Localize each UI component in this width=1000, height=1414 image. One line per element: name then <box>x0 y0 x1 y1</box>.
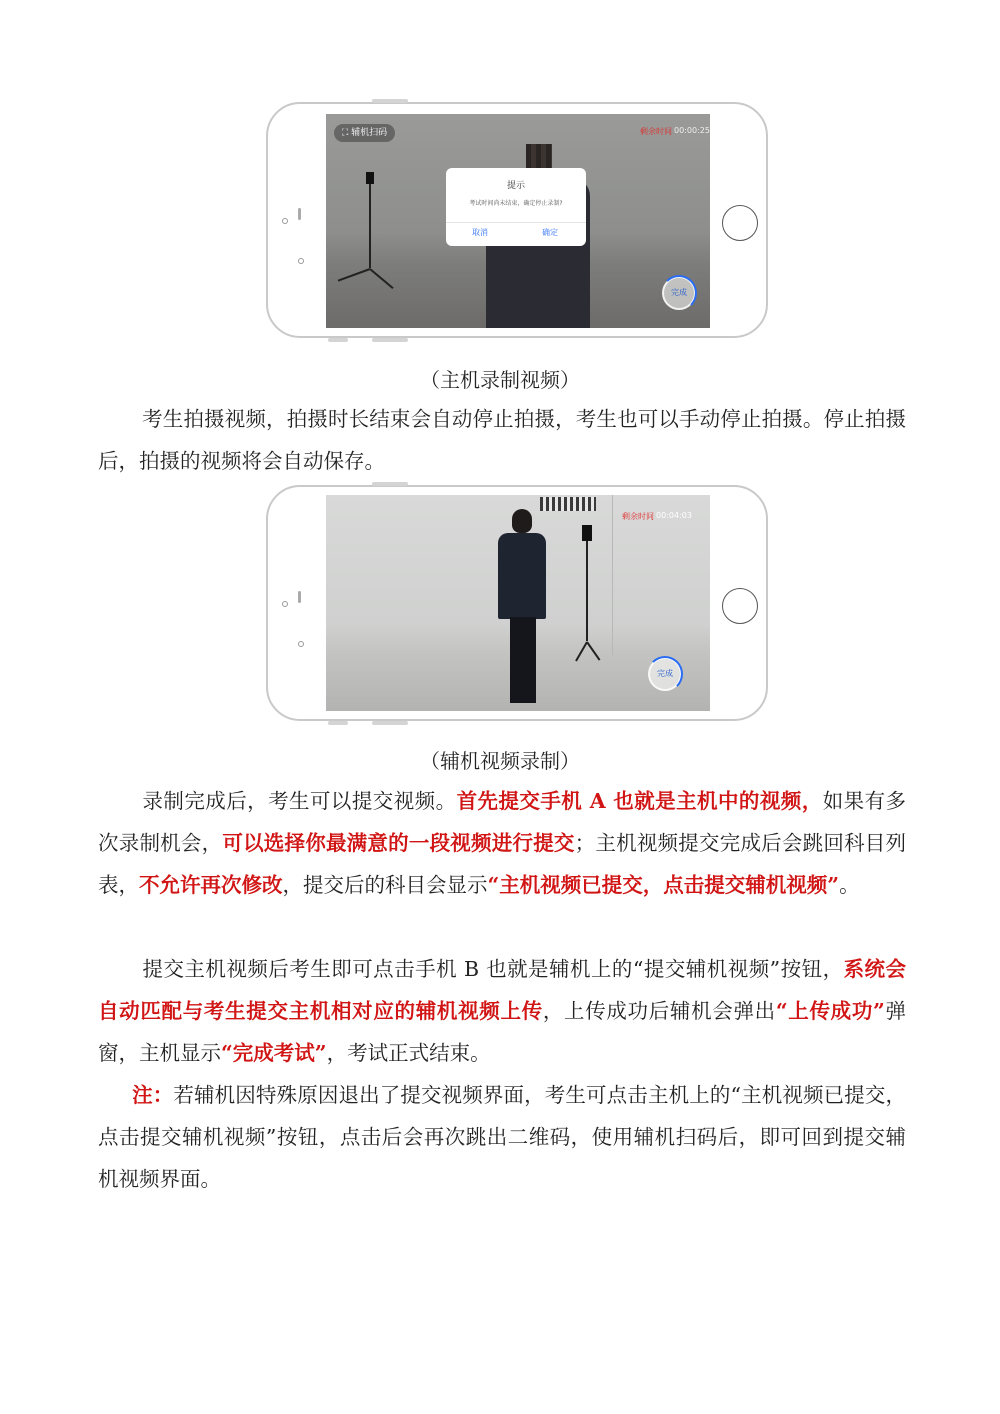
tripod-leg <box>575 642 588 662</box>
scan-button-label: 辅机扫码 <box>351 128 388 138</box>
person-head <box>512 509 532 533</box>
caption-auxiliary-recording: （辅机视频录制） <box>420 749 580 773</box>
highlight-text: 不允许再次修改 <box>139 873 283 897</box>
dialog-cancel-button[interactable]: 取消 <box>472 228 488 237</box>
note-label: 注： <box>132 1083 174 1107</box>
person-legs <box>510 617 536 703</box>
tripod-camera <box>582 525 592 541</box>
paragraph-text: 弹窗，主机显示 <box>98 999 907 1065</box>
dialog-divider <box>446 222 586 223</box>
phone-camera-dot <box>298 258 304 264</box>
phone-top-button <box>372 482 408 486</box>
camera-preview-auxiliary <box>326 495 710 711</box>
highlight-text: 首先提交手机 A 也就是主机中的视频， <box>456 789 823 813</box>
home-button-icon <box>722 588 758 624</box>
phone-sensor-dot <box>282 218 288 224</box>
wall-corner <box>612 495 613 655</box>
paragraph-submit-auxiliary <box>98 948 906 1074</box>
phone-speaker-bar <box>298 208 301 220</box>
phone-speaker-bar <box>298 591 301 603</box>
highlight-text: 可以选择你最满意的一段视频进行提交 <box>222 831 575 855</box>
dialog-confirm-button[interactable]: 确定 <box>542 228 558 237</box>
paragraph-text: 若辅机因特殊原因退出了提交视频界面，考生可点击主机上的“主机视频已提交，点击提交辅机视频”按钮，点击后会再次跳出二维码，使用辅机扫码后，即可回到提交辅机视频界面。 <box>98 1083 907 1191</box>
paragraph-text: ，提交后的科目会显示 <box>282 873 488 897</box>
tripod-icon <box>586 541 588 641</box>
scan-button[interactable] <box>334 124 395 142</box>
tripod-camera <box>366 172 374 184</box>
stop-confirm-dialog <box>446 168 586 246</box>
caption-host-recording: （主机录制视频） <box>420 368 580 392</box>
remaining-time-label: 剩余时间 <box>640 127 672 136</box>
highlight-text: “完成考试” <box>221 1041 327 1065</box>
phone-top-button <box>372 99 408 103</box>
paragraph-text: 考生拍摄视频，拍摄时长结束会自动停止拍摄，考生也可以手动停止拍摄。停止拍摄后，拍摄的视频将会自动保存。 <box>98 407 906 473</box>
paragraph-submit-host <box>98 780 906 906</box>
tripod-icon <box>369 172 371 268</box>
dialog-title: 提示 <box>506 181 525 191</box>
remaining-time-label: 剩余时间 <box>622 512 654 521</box>
highlight-text: “上传成功” <box>775 999 885 1023</box>
remaining-time-value: 00:00:25 <box>674 126 710 135</box>
highlight-text: 系统会自动匹配与考生提交主机相对应的辅机视频上传 <box>98 957 907 1023</box>
phone-bottom-button <box>328 721 348 725</box>
remaining-time-value: 00:04:03 <box>656 511 692 520</box>
tripod-leg <box>338 268 371 282</box>
paragraph-text: ，考试正式结束。 <box>326 1041 491 1065</box>
stop-recording-button[interactable]: 完成 <box>662 276 696 310</box>
paragraph-note <box>98 1074 906 1200</box>
paragraph-text: ；主机视频提交完成后会跳回科目列表， <box>98 831 907 897</box>
scan-icon: ⛶ <box>342 128 352 138</box>
phone-sensor-dot <box>282 601 288 607</box>
phone-mockup-host <box>266 102 768 338</box>
paragraph-stop-recording <box>98 398 906 482</box>
phone-camera-dot <box>298 641 304 647</box>
wall-vent <box>540 497 596 511</box>
phone-mockup-auxiliary <box>266 485 768 721</box>
tripod-leg <box>369 268 393 289</box>
paragraph-text: 提交主机视频后考生即可点击手机 B 也就是辅机上的“提交辅机视频”按钮， <box>142 957 844 981</box>
stop-recording-button[interactable]: 完成 <box>648 657 682 691</box>
person-body <box>498 533 546 619</box>
phone-bottom-button <box>372 338 408 342</box>
paragraph-text: 录制完成后，考生可以提交视频。 <box>142 789 457 813</box>
paragraph-text: 如果有多次录制机会， <box>98 789 907 855</box>
paragraph-text: ，上传成功后辅机会弹出 <box>542 999 776 1023</box>
highlight-text: “主机视频已提交，点击提交辅机视频” <box>487 873 840 897</box>
phone-bottom-button <box>328 338 348 342</box>
home-button-icon <box>722 205 758 241</box>
paragraph-text: 。 <box>839 873 860 897</box>
dialog-message: 考试时间尚未结束，确定停止录制? <box>469 200 563 207</box>
tripod-leg <box>586 641 600 660</box>
camera-preview-host <box>326 114 710 328</box>
phone-bottom-button <box>372 721 408 725</box>
